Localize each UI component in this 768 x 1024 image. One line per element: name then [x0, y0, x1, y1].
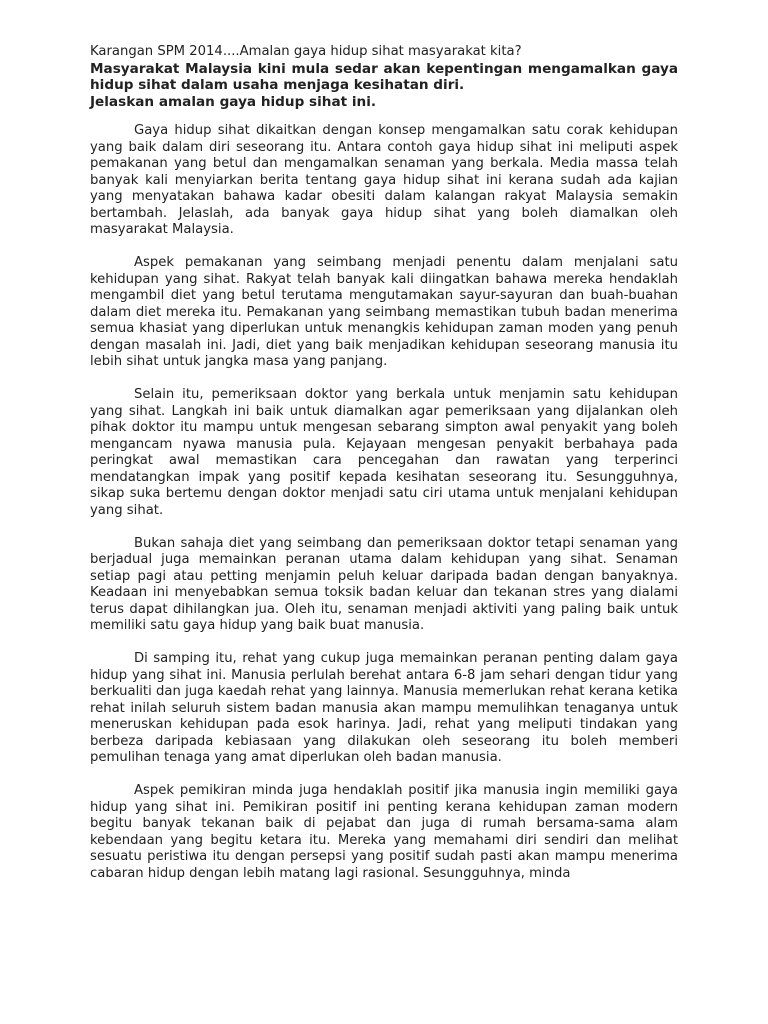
essay-header: Karangan SPM 2014....Amalan gaya hidup sihat masyarakat kita? [90, 44, 522, 59]
paragraph-positive-mind: Aspek pemikiran minda juga hendaklah positif jika manusia ingin memiliki gaya hidup yang sihat ini. Pemikiran positif ini penting kerana kehidupan zaman modern begitu banyak tekanan baik di pejabat dan juga di rumah bersama-sama alam kebendaan yang begitu ketara itu. Mereka yang memahami diri sendiri dan melihat sesuatu peristiwa itu dengan persepsi yang positif sudah pasti akan mampu menerima cabaran hidup dengan lebih matang lagi rasional. Sesungguhnya, minda [90, 783, 678, 881]
paragraph-exercise: Bukan sahaja diet yang seimbang dan pemeriksaan doktor tetapi senaman yang berjadual juga memainkan peranan utama dalam kehidupan yang sihat. Senaman setiap pagi atau petting menjamin peluh keluar daripada badan dengan banyaknya. Keadaan ini menyebabkan semua toksik badan keluar dan tekanan stres yang dialami terus dapat dihilangkan jua. Oleh itu, senaman menjadi aktiviti yang paling baik untuk memiliki satu gaya hidup yang baik buat manusia. [90, 535, 678, 633]
paragraph-diet: Aspek pemakanan yang seimbang menjadi penentu dalam menjalani satu kehidupan yang sihat. Rakyat telah banyak kali diingatkan bahawa mereka hendaklah mengambil diet yang betul terutama mengutamakan sayur-sayuran dan buah-buahan dalam diet mereka itu. Pemakanan yang seimbang memastikan tubuh badan menerima semua khasiat yang diperlukan untuk menangkis kehidupan zaman moden yang penuh dengan masalah ini. Jadi, diet yang baik menjadikan kehidupan seseorang manusia itu lebih sihat untuk jangka masa yang panjang. [90, 255, 678, 369]
document-body [90, 44, 678, 882]
essay-question: Masyarakat Malaysia kini mula sedar akan kepentingan mengamalkan gaya hidup sihat dalam usaha menjaga kesihatan diri. [90, 60, 678, 93]
paragraph-rest: Di samping itu, rehat yang cukup juga memainkan peranan penting dalam gaya hidup yang sihat ini. Manusia perlulah berehat antara 6-8 jam sehari dengan tidur yang berkualiti dan juga kaedah rehat yang lainnya. Manusia memerlukan rehat kerana ketika rehat inilah seluruh sistem badan manusia akan mampu memulihkan tenaganya untuk meneruskan kehidupan pada esok harinya. Jadi, rehat yang meliputi tindakan yang berbeza daripada kebiasaan yang dilakukan oleh seseorang itu boleh memberi pemulihan tenaga yang amat diperlukan oleh badan manusia. [90, 651, 678, 765]
paragraph-medical-checkup: Selain itu, pemeriksaan doktor yang berkala untuk menjamin satu kehidupan yang sihat. Langkah ini baik untuk diamalkan agar pemeriksaan yang dijalankan oleh pihak doktor itu mampu untuk mengesan sebarang simpton awal penyakit yang boleh mengancam nyawa manusia pula. Kejayaan mengesan penyakit berbahaya pada peringkat awal memastikan cara pencegahan dan rawatan yang terperinci mendatangkan impak yang positif kepada kesihatan seseorang itu. Sesungguhnya, sikap suka bertemu dengan doktor menjadi satu ciri utama untuk menjalani kehidupan yang sihat. [90, 387, 678, 518]
paragraph-introduction: Gaya hidup sihat dikaitkan dengan konsep mengamalkan satu corak kehidupan yang baik dalam diri seseorang itu. Antara contoh gaya hidup sihat ini meliputi aspek pemakanan yang betul dan mengamalkan senaman yang berkala. Media massa telah banyak kali menyiarkan berita tentang gaya hidup sihat ini kerana sudah ada kajian yang menyatakan bahawa kadar obesiti dalam kalangan rakyat Malaysia semakin bertambah. Jelaslah, ada banyak gaya hidup sihat yang boleh diamalkan oleh masyarakat Malaysia. [90, 123, 678, 237]
essay-prompt: Jelaskan amalan gaya hidup sihat ini. [90, 93, 377, 110]
